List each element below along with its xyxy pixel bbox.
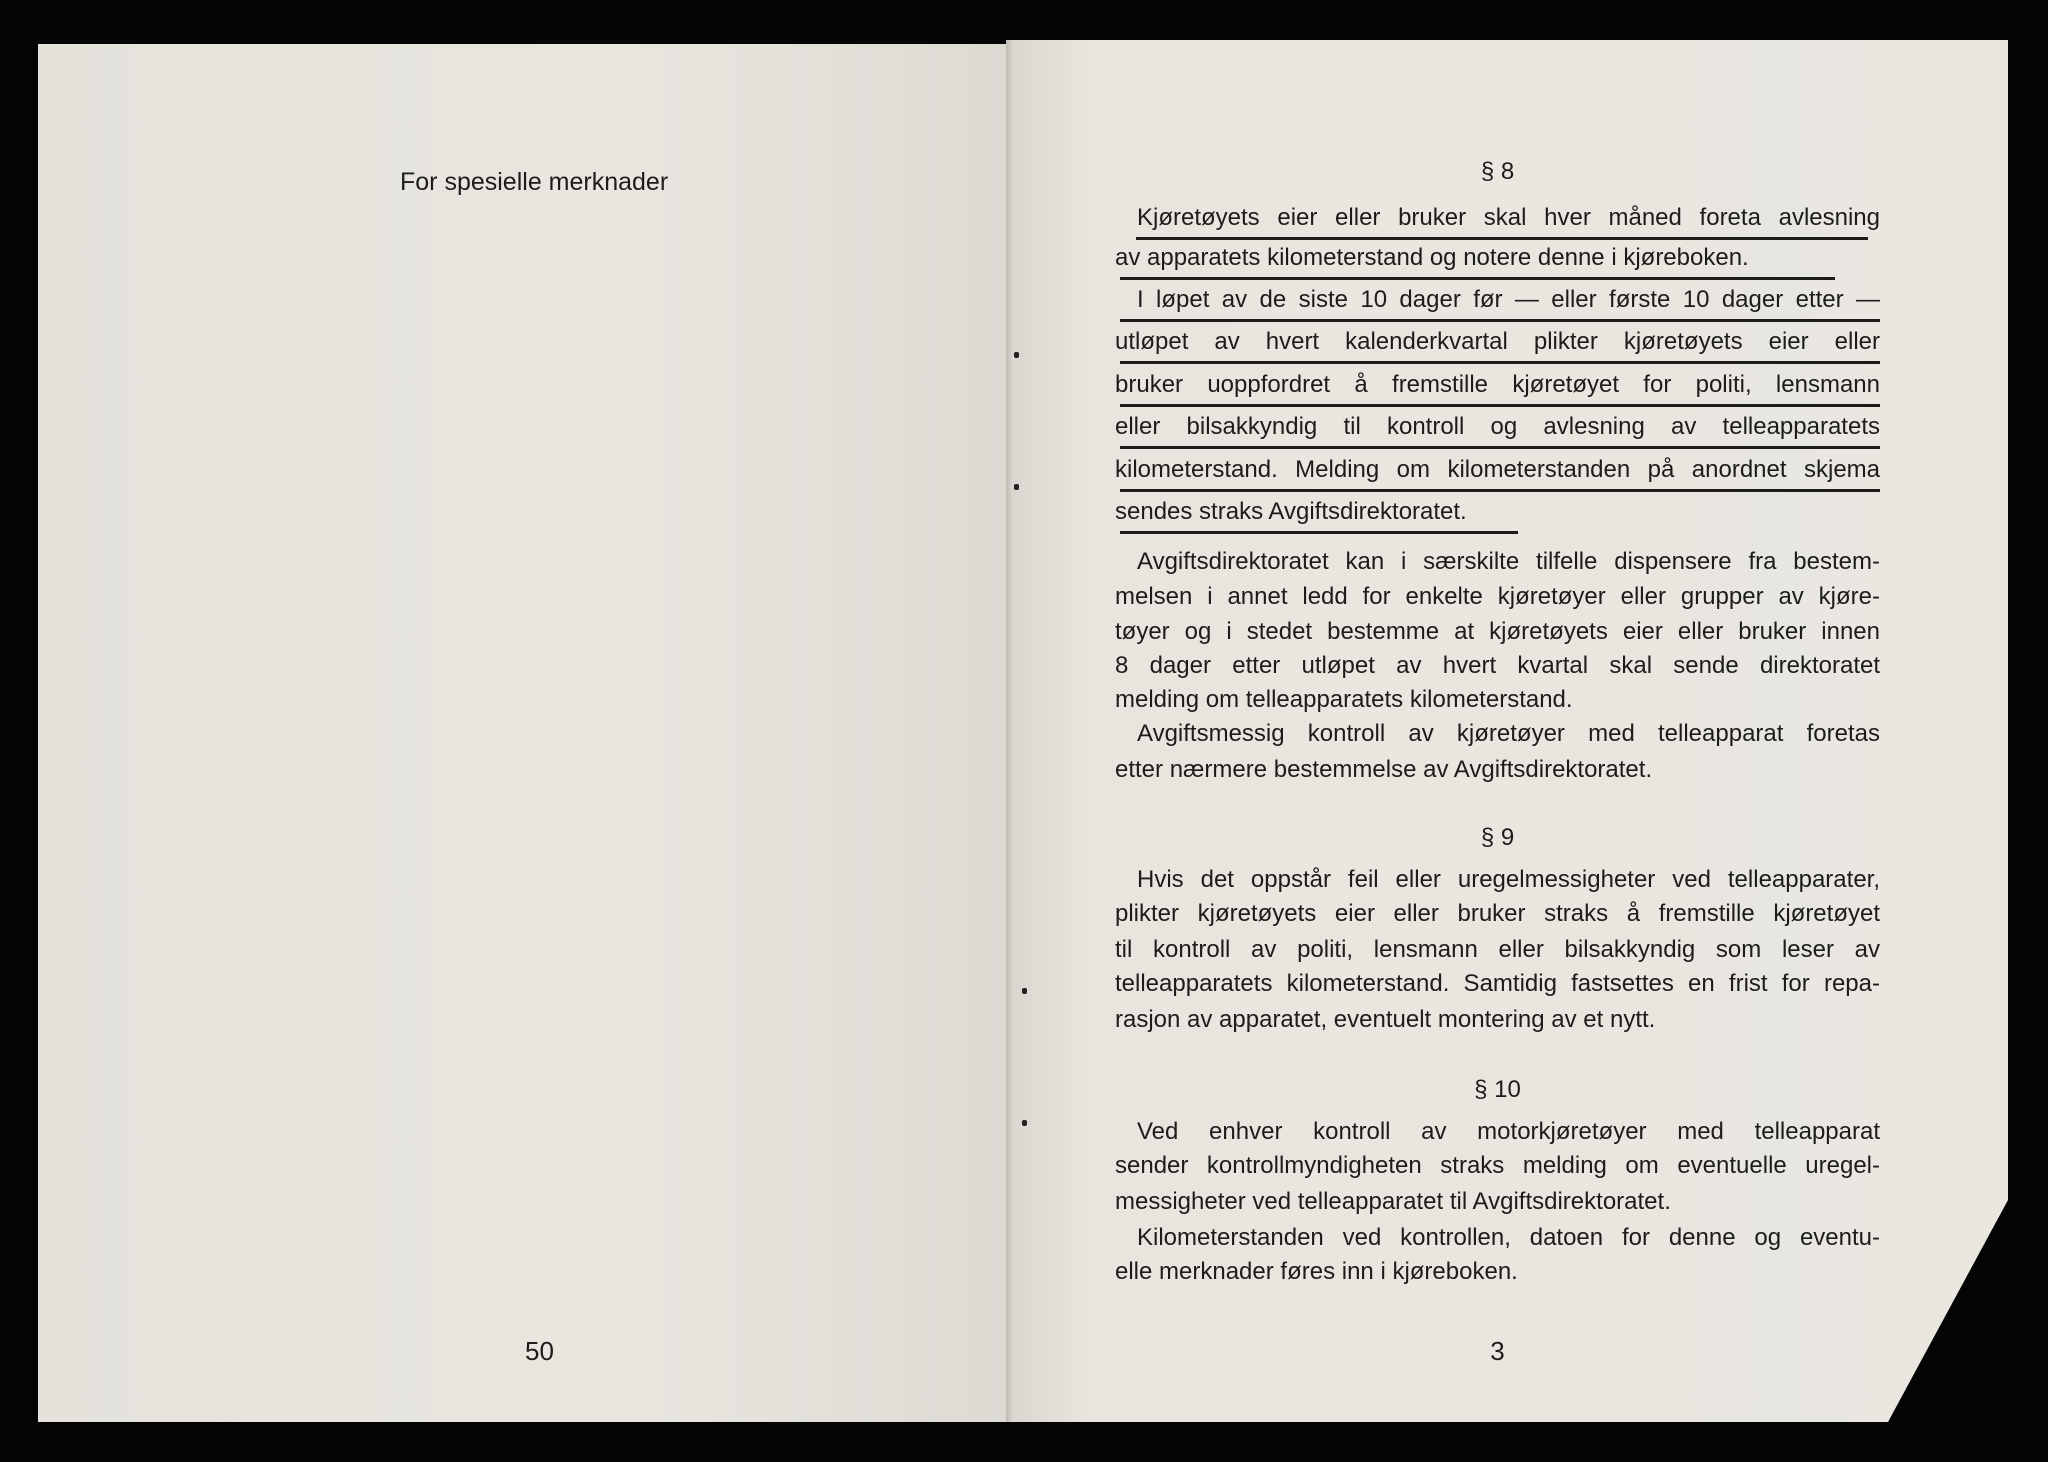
text-line: elle merknader føres inn i kjøreboken. bbox=[1115, 1258, 1518, 1285]
underline-rule bbox=[1120, 489, 1880, 492]
text-line: tøyer og i stedet bestemme at kjøretøyets eier eller bruker innen bbox=[1115, 618, 1880, 645]
section-heading-9: § 9 bbox=[1480, 824, 1515, 851]
underlined-line: kilometerstand. Melding om kilometerstanden på anordnet skjema bbox=[1115, 456, 1880, 483]
text-line: Avgiftsdirektoratet kan i særskilte tilfelle dispensere fra bestem- bbox=[1137, 548, 1880, 575]
section-heading-10: § 10 bbox=[1474, 1076, 1521, 1103]
underline-rule bbox=[1120, 446, 1880, 449]
text-line: Kilometerstanden ved kontrollen, datoen for denne og eventu- bbox=[1137, 1224, 1880, 1251]
text-line: messigheter ved telleapparatet til Avgiftsdirektoratet. bbox=[1115, 1188, 1671, 1215]
text-line: plikter kjøretøyets eier eller bruker straks å fremstille kjøretøyet bbox=[1115, 900, 1880, 927]
underline-rule bbox=[1120, 361, 1880, 364]
underline-rule bbox=[1120, 277, 1835, 280]
underlined-line: av apparatets kilometerstand og notere denne i kjøreboken. bbox=[1115, 244, 1749, 271]
staple-mark bbox=[1014, 352, 1019, 358]
notes-heading: For spesielle merknader bbox=[400, 168, 669, 196]
text-line: melsen i annet ledd for enkelte kjøretøyer eller grupper av kjøre- bbox=[1115, 583, 1880, 610]
book-spine bbox=[1006, 40, 1012, 1422]
underlined-line: I løpet av de siste 10 dager før — eller første 10 dager etter — bbox=[1137, 286, 1880, 313]
page-number-left: 50 bbox=[525, 1336, 554, 1366]
text-line: etter nærmere bestemmelse av Avgiftsdirektoratet. bbox=[1115, 756, 1653, 783]
text-line: 8 dager etter utløpet av hvert kvartal skal sende direktoratet bbox=[1115, 652, 1880, 679]
underlined-line: sendes straks Avgiftsdirektoratet. bbox=[1115, 498, 1467, 525]
section-heading-8: § 8 bbox=[1480, 158, 1515, 185]
underlined-line: Kjøretøyets eier eller bruker skal hver måned foreta avlesning bbox=[1137, 204, 1880, 231]
underline-rule bbox=[1120, 531, 1518, 534]
text-line: melding om telleapparatets kilometerstand. bbox=[1115, 686, 1573, 713]
underlined-line: utløpet av hvert kalenderkvartal plikter kjøretøyets eier eller bbox=[1115, 328, 1880, 355]
left-page bbox=[38, 44, 1012, 1422]
page-number-right: 3 bbox=[1490, 1336, 1505, 1366]
underlined-line: bruker uoppfordret å fremstille kjøretøyet for politi, lensmann bbox=[1115, 371, 1880, 398]
text-line: Hvis det oppstår feil eller uregelmessigheter ved telleapparater, bbox=[1137, 866, 1880, 893]
underline-rule bbox=[1120, 319, 1880, 322]
underline-rule bbox=[1120, 404, 1880, 407]
staple-mark bbox=[1022, 988, 1027, 994]
underlined-line: eller bilsakkyndig til kontroll og avlesning av telleapparatets bbox=[1115, 413, 1880, 440]
text-line: rasjon av apparatet, eventuelt montering av et nytt. bbox=[1115, 1006, 1656, 1033]
text-line: Avgiftsmessig kontroll av kjøretøyer med telleapparat foretas bbox=[1137, 720, 1880, 747]
staple-mark bbox=[1022, 1120, 1027, 1126]
text-line: telleapparatets kilometerstand. Samtidig fastsettes en frist for repa- bbox=[1115, 970, 1880, 997]
text-line: Ved enhver kontroll av motorkjøretøyer med telleapparat bbox=[1137, 1118, 1880, 1145]
text-line: sender kontrollmyndigheten straks melding om eventuelle uregel- bbox=[1115, 1152, 1880, 1179]
staple-mark bbox=[1014, 484, 1019, 490]
underline-rule bbox=[1136, 237, 1868, 240]
text-line: til kontroll av politi, lensmann eller bilsakkyndig som leser av bbox=[1115, 936, 1880, 963]
